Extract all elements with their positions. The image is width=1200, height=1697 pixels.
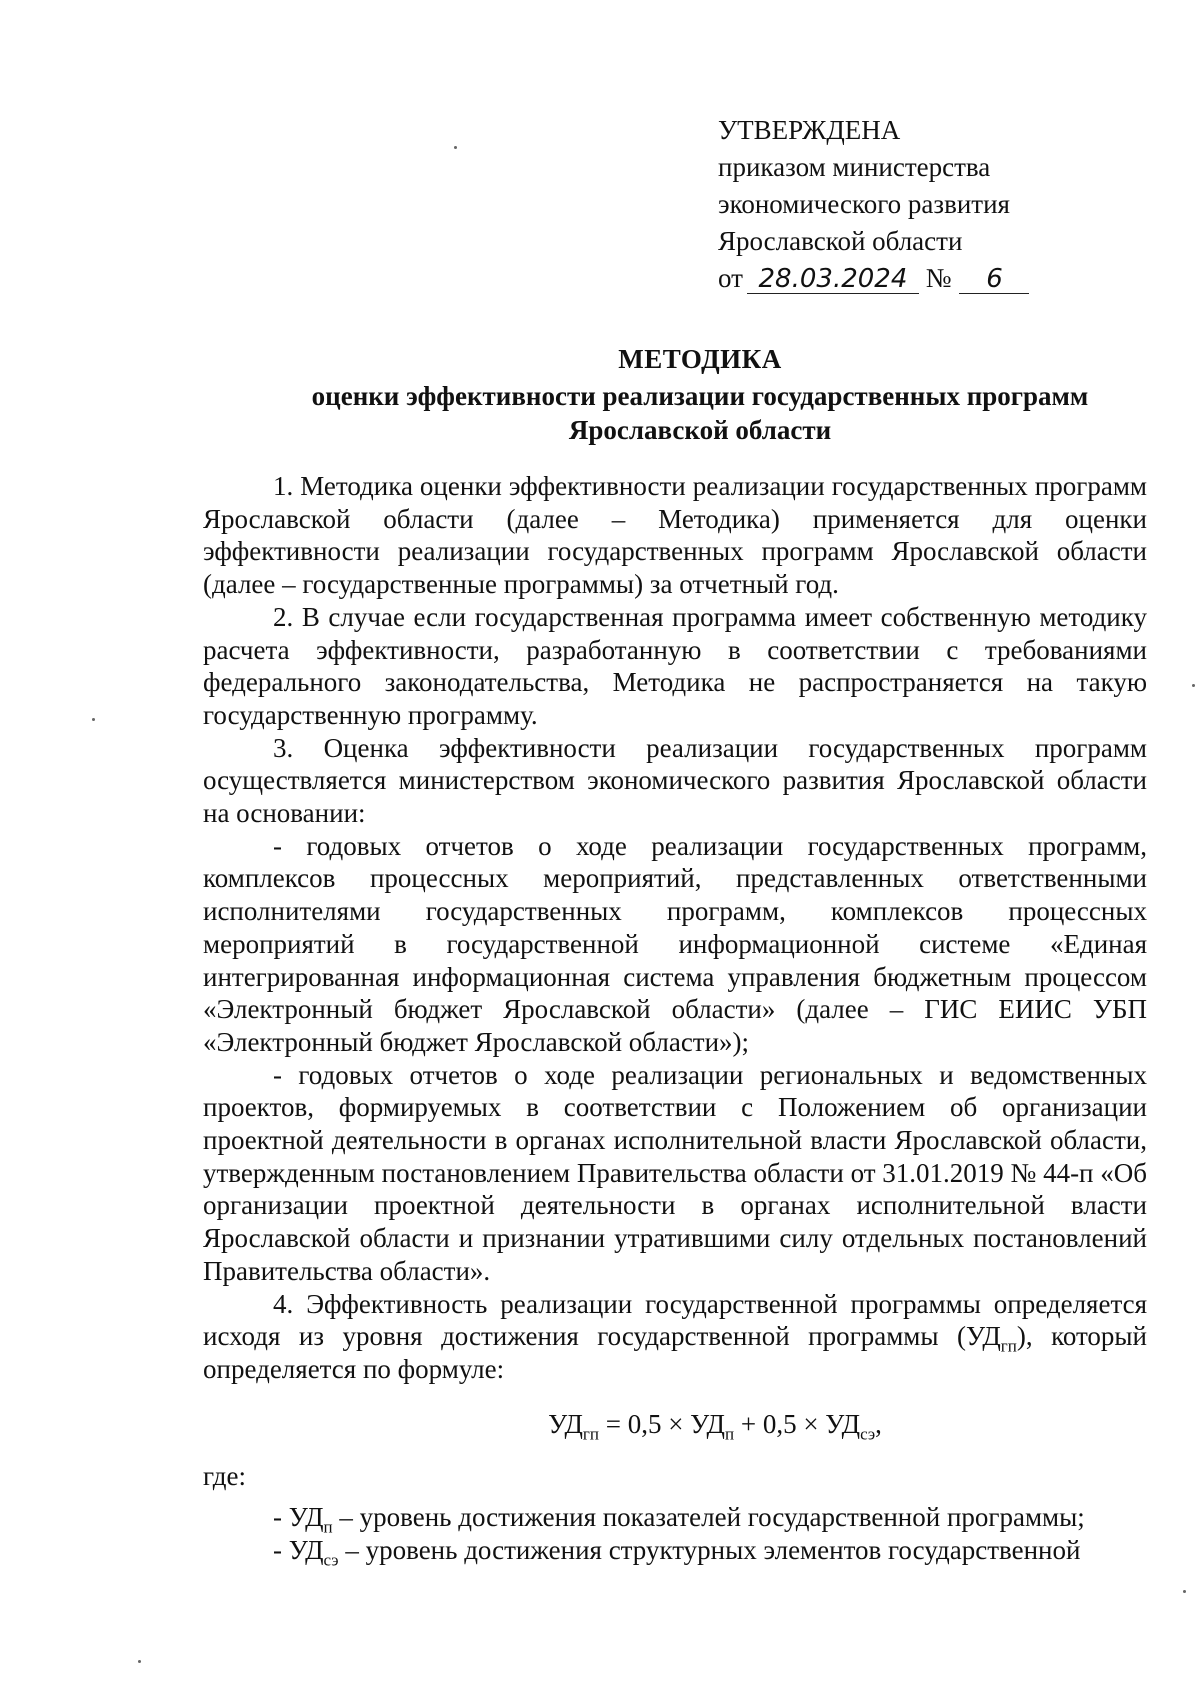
handwritten-date: 28.03.2024 [747, 265, 919, 294]
where-item-1-sub: п [323, 1517, 333, 1537]
paragraph-1: 1. Методика оценки эффективности реализации государственных программ Ярославской области (далее – Методика) применяется для оценки эффективности реализации государственных программ Ярославской области (далее – государственные программы) за отчетный год. [203, 471, 1147, 600]
formula-end: , [875, 1408, 882, 1439]
paragraph-3-item-b: - годовых отчетов о ходе реализации региональных и ведомственных проектов, формируемых в соответствии с Положением об организации проектной деятельности в органах исполнительной власти Ярославской области, утвержденным постановлением Правительства области от 31.01.2019 № 44-п «Об организации проектной деятельности в органах исполнительной власти Ярославской области и признании утратившими силу отдельных постановлений Правительства области». [203, 1059, 1147, 1286]
scan-speck [138, 1660, 141, 1663]
document-title [200, 342, 1200, 447]
title-line-2: оценки эффективности реализации государственных программ [311, 381, 1089, 411]
formula-term-1-sub: п [724, 1424, 735, 1444]
formula-term-1: = 0,5 × УД [598, 1408, 725, 1439]
scan-speck [92, 718, 95, 721]
document-body [203, 470, 1147, 1570]
scan-speck [454, 146, 457, 149]
where-item-2 [203, 1534, 1147, 1570]
approval-stamp-block [718, 112, 1029, 297]
paragraph-4-text: 4. Эффективность реализации государственной программы определяется исходя из уровня достижения государственной программы (УД [203, 1288, 1147, 1352]
scan-speck [1183, 1590, 1186, 1593]
paragraph-3: 3. Оценка эффективности реализации государственных программ осуществляется министерством экономического развития Ярославской области на основании: [203, 732, 1147, 829]
approval-region-line: Ярославской области [718, 226, 963, 256]
where-item-2-text: – уровень достижения структурных элементов государственной [338, 1534, 1081, 1565]
date-label: от [718, 263, 743, 293]
scan-speck [1192, 684, 1195, 687]
approval-order-line: приказом министерства [718, 152, 991, 182]
approval-ministry-line: экономического развития [718, 189, 1010, 219]
number-label: № [925, 263, 952, 293]
paragraph-4-tail: ), который определяется по формуле: [203, 1321, 1147, 1384]
title-line-3: Ярославской области [568, 415, 832, 445]
where-item-2-sub: сэ [323, 1550, 339, 1570]
formula-term-2-sub: сэ [860, 1424, 876, 1444]
paragraph-2: 2. В случае если государственная программа имеет собственную методику расчета эффективности, разработанную в соответствии с требованиями федерального законодательства, Методика не распространяется на такую государственную программу. [203, 601, 1147, 730]
handwritten-number: 6 [959, 265, 1029, 294]
formula-term-2: + 0,5 × УД [734, 1408, 861, 1439]
paragraph-4 [203, 1288, 1147, 1386]
approval-date-line [718, 260, 1029, 297]
paragraph-3-item-a: - годовых отчетов о ходе реализации государственных программ, комплексов процессных мероприятий, представленных ответственными исполнителями государственных программ, комплексов процессных мероприятий в государственной информационной системе «Единая интегрированная информационная система управления бюджетным процессом «Электронный бюджет Ярославской области» (далее – ГИС ЕИИС УБП «Электронный бюджет Ярославской области»); [203, 830, 1147, 1057]
formula [203, 1408, 1147, 1444]
approval-heading: УТВЕРЖДЕНА [718, 115, 901, 145]
formula-lhs: УД [548, 1408, 583, 1439]
paragraph-4-subscript: гп [1000, 1336, 1017, 1356]
formula-lhs-sub: гп [582, 1424, 599, 1444]
where-item-1-symbol: - УД [273, 1502, 324, 1533]
where-item-2-symbol: - УД [273, 1534, 324, 1565]
where-label: где: [203, 1461, 246, 1492]
title-line-1: МЕТОДИКА [618, 344, 782, 374]
where-item-1-text: – уровень достижения показателей государственной программы; [332, 1502, 1085, 1533]
where-item-1 [203, 1501, 1147, 1537]
